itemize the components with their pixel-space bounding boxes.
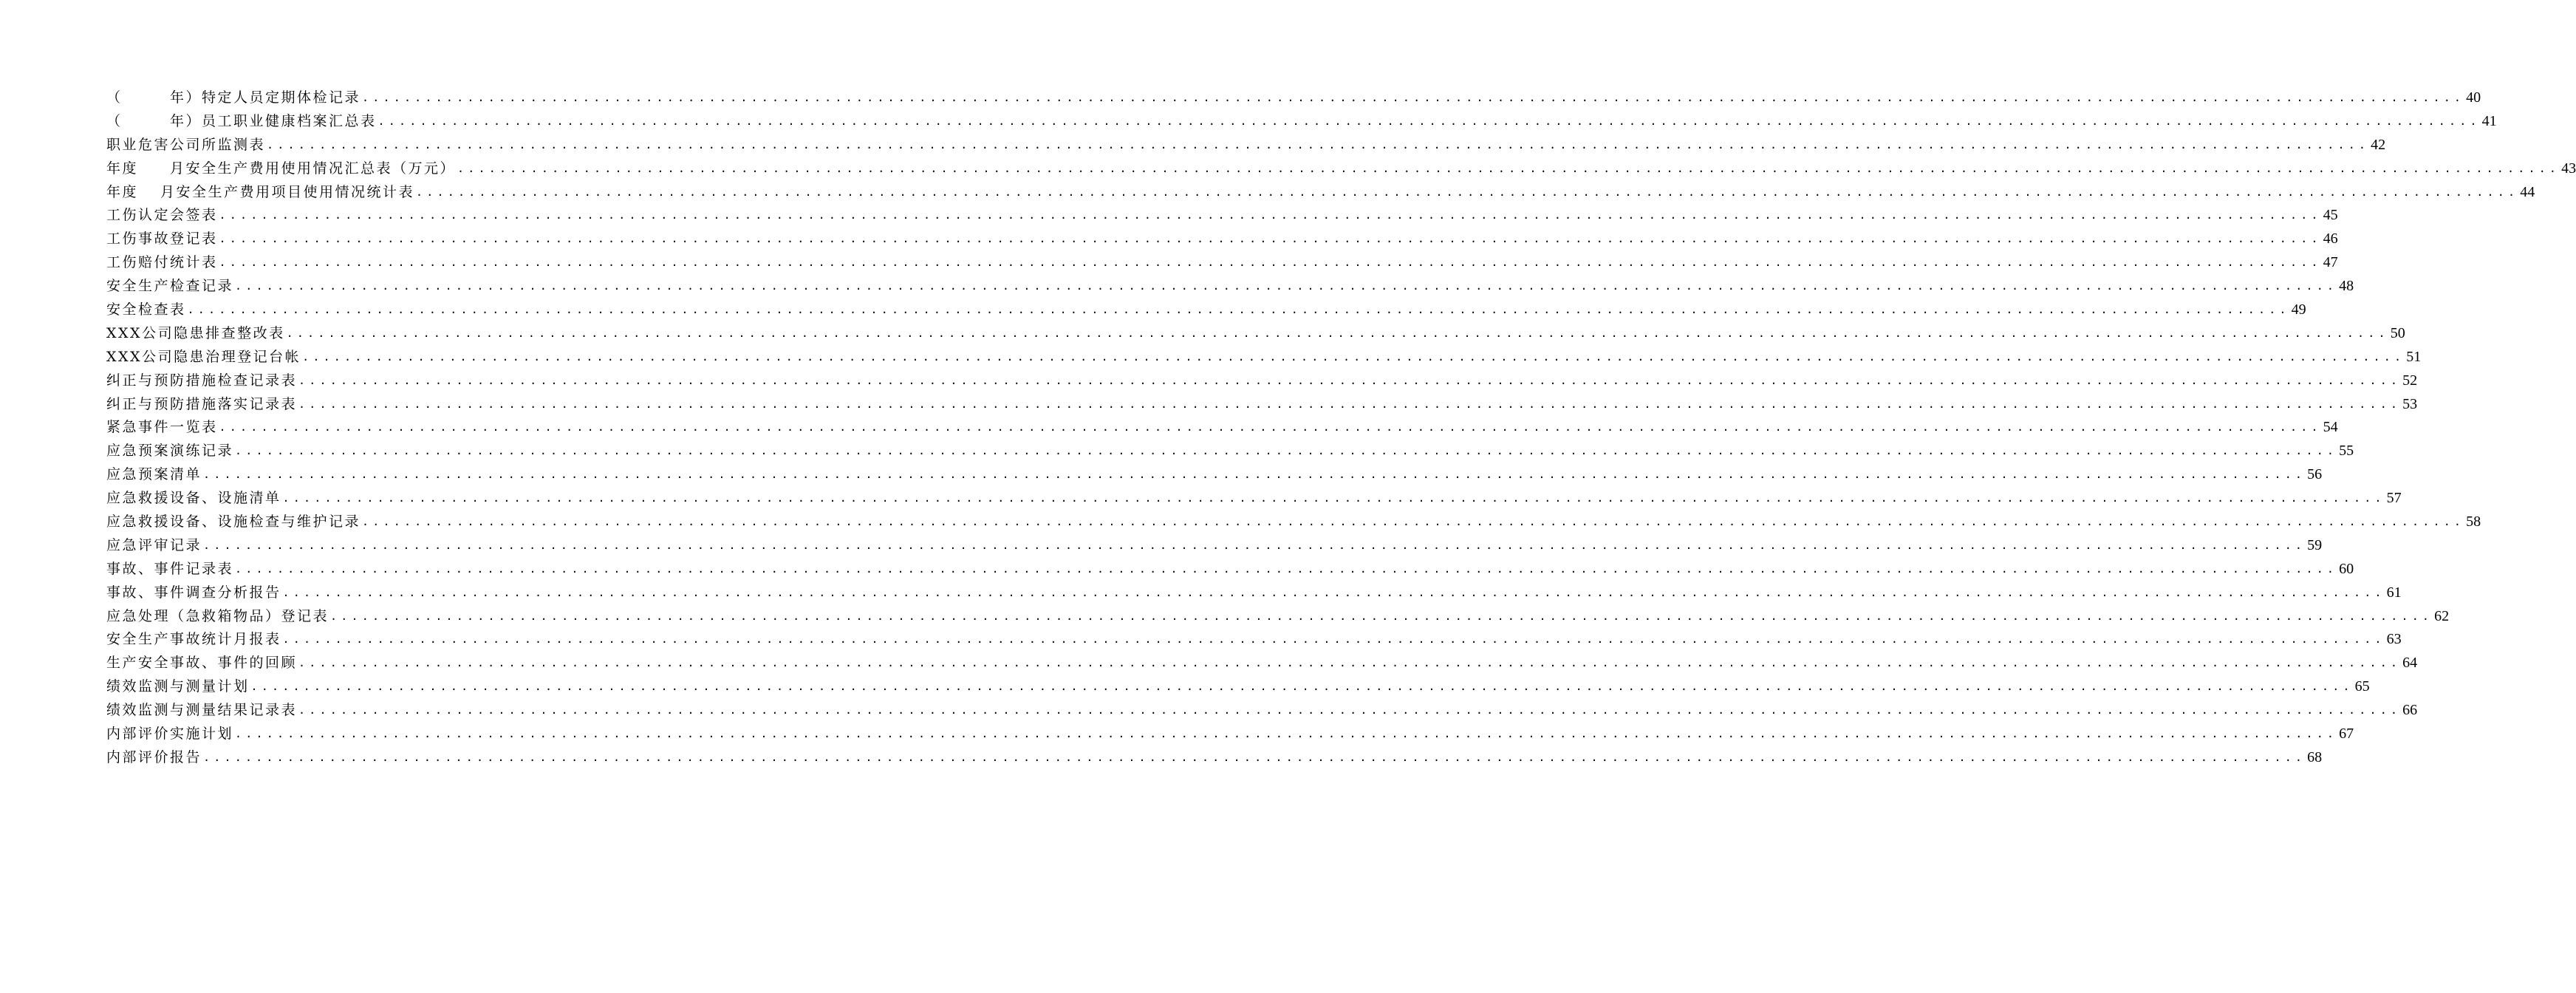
toc-entry-page-number: 43	[2561, 160, 2576, 177]
toc-entry-page-number: 66	[2402, 702, 2418, 719]
toc-entry[interactable]	[106, 723, 2354, 746]
toc-entry[interactable]	[106, 534, 2323, 558]
toc-entry-title: 工伤事故登记表	[106, 231, 218, 248]
toc-entry[interactable]	[106, 181, 2535, 205]
toc-entry-title: 内部评价实施计划	[106, 726, 234, 743]
toc-entry-title: 应急救援设备、设施检查与维护记录	[106, 513, 361, 530]
toc-entry[interactable]	[106, 652, 2418, 675]
toc-entry-page-number: 40	[2466, 89, 2481, 106]
toc-dot-leader: ........................................................................................................................................................................................................	[235, 727, 2338, 741]
toc-entry[interactable]	[106, 110, 2497, 134]
toc-entry-title: 内部评价报告	[106, 748, 202, 765]
toc-entry-title: 事故、事件记录表	[106, 560, 234, 577]
toc-entry-title: 应急评审记录	[106, 536, 202, 553]
toc-entry-page-number: 61	[2386, 584, 2402, 601]
toc-dot-leader: ........................................................................................................................................................................................................	[282, 632, 2385, 646]
toc-entry[interactable]	[106, 463, 2323, 487]
toc-dot-leader: ........................................................................................................................................................................................................	[377, 114, 2481, 128]
toc-entry[interactable]	[106, 251, 2338, 275]
toc-dot-leader: ........................................................................................................................................................................................................	[298, 656, 2402, 670]
toc-entry-page-number: 55	[2339, 443, 2354, 460]
toc-entry[interactable]	[106, 228, 2338, 251]
toc-entry-title: 职业危害公司所监测表	[106, 136, 266, 153]
toc-dot-leader: ........................................................................................................................................................................................................	[203, 468, 2306, 482]
toc-entry-page-number: 42	[2371, 136, 2386, 153]
toc-entry[interactable]	[106, 157, 2576, 181]
toc-entry-page-number: 44	[2520, 183, 2535, 200]
toc-entry[interactable]	[106, 628, 2402, 652]
toc-entry-page-number: 64	[2402, 655, 2418, 672]
toc-entry[interactable]	[106, 440, 2354, 463]
toc-entry-page-number: 59	[2307, 536, 2323, 553]
toc-dot-leader: ........................................................................................................................................................................................................	[362, 515, 2465, 529]
toc-entry-title: 应急处理（急救箱物品）登记表	[106, 607, 329, 624]
toc-entry-title: 事故、事件调查分析报告	[106, 584, 281, 601]
table-of-contents	[106, 86, 2576, 770]
toc-entry[interactable]	[106, 581, 2402, 605]
toc-entry[interactable]	[106, 675, 2370, 699]
toc-entry-page-number: 49	[2291, 301, 2306, 318]
toc-entry-page-number: 53	[2402, 395, 2418, 412]
toc-entry-page-number: 56	[2307, 466, 2323, 483]
toc-entry[interactable]	[106, 699, 2418, 723]
toc-entry-title: 年度 月安全生产费用项目使用情况统计表	[106, 183, 415, 200]
toc-dot-leader: ........................................................................................................................................................................................................	[219, 256, 2322, 270]
toc-dot-leader: ........................................................................................................................................................................................................	[235, 444, 2338, 458]
toc-entry-page-number: 58	[2466, 513, 2481, 530]
toc-entry[interactable]	[106, 416, 2338, 440]
toc-entry-page-number: 54	[2323, 419, 2338, 436]
toc-entry-page-number: 48	[2339, 278, 2354, 295]
toc-entry-title: 应急预案演练记录	[106, 443, 234, 460]
toc-dot-leader: ........................................................................................................................................................................................................	[235, 279, 2338, 293]
toc-dot-leader: ........................................................................................................................................................................................................	[282, 491, 2385, 505]
toc-entry-page-number: 65	[2354, 678, 2370, 695]
toc-entry-page-number: 57	[2386, 490, 2402, 507]
toc-dot-leader: ........................................................................................................................................................................................................	[282, 585, 2385, 599]
toc-entry-title: 安全生产检查记录	[106, 278, 234, 295]
toc-entry[interactable]	[106, 134, 2386, 157]
toc-entry-page-number: 51	[2406, 348, 2422, 365]
toc-entry-page-number: 41	[2481, 112, 2497, 129]
toc-entry-title: 生产安全事故、事件的回顾	[106, 655, 298, 672]
toc-dot-leader: ........................................................................................................................................................................................................	[302, 349, 2405, 364]
toc-entry-title: 工伤赔付统计表	[106, 254, 218, 271]
toc-dot-leader: ........................................................................................................................................................................................................	[250, 680, 2354, 694]
toc-dot-leader: ........................................................................................................................................................................................................	[457, 161, 2560, 175]
toc-dot-leader: ........................................................................................................................................................................................................	[330, 609, 2433, 623]
toc-entry[interactable]	[106, 511, 2481, 534]
toc-entry[interactable]	[106, 204, 2338, 228]
toc-entry-title: 应急预案清单	[106, 466, 202, 483]
toc-entry-title: 紧急事件一览表	[106, 419, 218, 436]
toc-dot-leader: ........................................................................................................................................................................................................	[219, 420, 2322, 434]
toc-dot-leader: ........................................................................................................................................................................................................	[286, 326, 2389, 340]
toc-dot-leader: ........................................................................................................................................................................................................	[298, 397, 2402, 411]
toc-dot-leader: ........................................................................................................................................................................................................	[235, 562, 2338, 576]
toc-entry-title: （ 年）特定人员定期体检记录	[106, 89, 361, 106]
toc-entry-title: 绩效监测与测量结果记录表	[106, 702, 298, 719]
toc-entry-page-number: 45	[2323, 207, 2338, 224]
toc-dot-leader: ........................................................................................................................................................................................................	[267, 137, 2370, 151]
toc-dot-leader: ........................................................................................................................................................................................................	[416, 185, 2519, 199]
toc-dot-leader: ........................................................................................................................................................................................................	[362, 90, 2465, 104]
toc-entry[interactable]	[106, 346, 2422, 369]
toc-entry-page-number: 60	[2339, 560, 2354, 577]
toc-entry-title: 安全检查表	[106, 301, 186, 318]
toc-dot-leader: ........................................................................................................................................................................................................	[219, 208, 2322, 222]
toc-dot-leader: ........................................................................................................................................................................................................	[219, 232, 2322, 246]
toc-entry-page-number: 63	[2386, 631, 2402, 648]
toc-entry-title: 应急救援设备、设施清单	[106, 490, 281, 507]
toc-entry-title: （ 年）员工职业健康档案汇总表	[106, 112, 377, 129]
toc-dot-leader: ........................................................................................................................................................................................................	[203, 538, 2306, 552]
toc-entry-title: 安全生产事故统计月报表	[106, 631, 281, 648]
toc-entry-page-number: 67	[2339, 726, 2354, 743]
toc-entry-page-number: 46	[2323, 231, 2338, 248]
toc-entry-title: XXX公司隐患排查整改表	[106, 324, 285, 341]
toc-entry-page-number: 52	[2402, 372, 2418, 389]
toc-entry[interactable]	[106, 605, 2450, 629]
toc-entry-page-number: 68	[2307, 748, 2323, 765]
toc-entry[interactable]	[106, 369, 2418, 393]
toc-entry-page-number: 47	[2323, 254, 2338, 271]
toc-entry[interactable]	[106, 487, 2402, 511]
toc-entry-title: 纠正与预防措施落实记录表	[106, 395, 298, 412]
toc-entry[interactable]	[106, 393, 2418, 417]
toc-entry-title: XXX公司隐患治理登记台帐	[106, 348, 301, 365]
toc-entry-page-number: 50	[2390, 324, 2405, 341]
toc-entry[interactable]	[106, 275, 2354, 298]
toc-dot-leader: ........................................................................................................................................................................................................	[187, 303, 2290, 316]
toc-entry[interactable]	[106, 322, 2405, 346]
toc-entry-page-number: 62	[2434, 607, 2450, 624]
toc-entry-title: 纠正与预防措施检查记录表	[106, 372, 298, 389]
toc-entry-title: 年度 月安全生产费用使用情况汇总表（万元）	[106, 160, 457, 177]
toc-entry[interactable]	[106, 746, 2323, 770]
toc-dot-leader: ........................................................................................................................................................................................................	[298, 703, 2402, 717]
toc-entry-title: 绩效监测与测量计划	[106, 678, 250, 695]
toc-entry-title: 工伤认定会签表	[106, 207, 218, 224]
toc-entry[interactable]	[106, 558, 2354, 581]
toc-entry[interactable]	[106, 86, 2481, 110]
toc-entry[interactable]	[106, 298, 2306, 322]
toc-dot-leader: ........................................................................................................................................................................................................	[298, 373, 2402, 387]
toc-dot-leader: ........................................................................................................................................................................................................	[203, 750, 2306, 764]
